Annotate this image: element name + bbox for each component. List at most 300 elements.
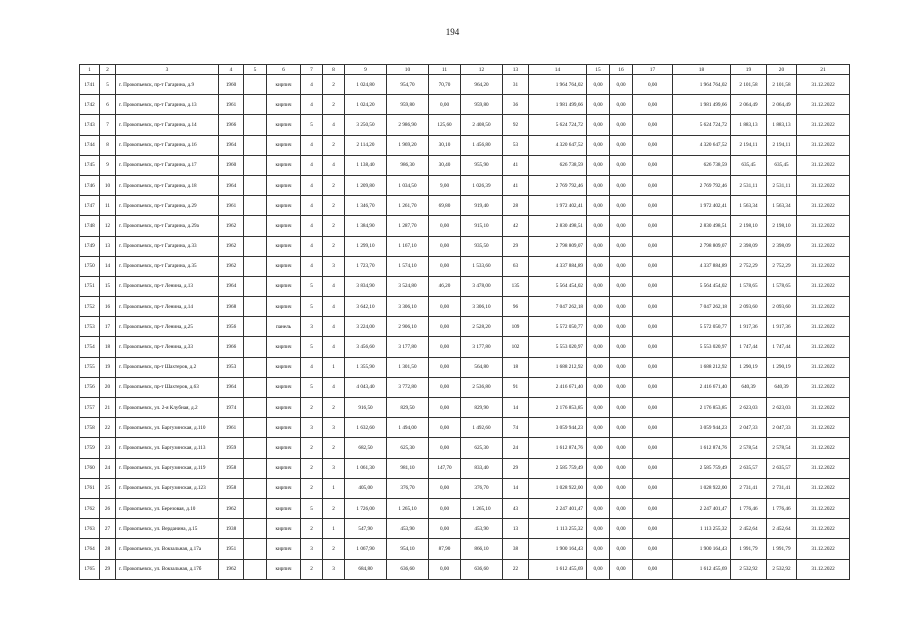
table-cell: 1 900 164,43 [673, 539, 731, 559]
table-cell: 1953 [219, 357, 244, 377]
address-cell: г. Прокопьевск, ул. Баргузинская, д.110 [116, 418, 219, 438]
table-cell: 0,00 [429, 256, 461, 276]
table-cell: 10 [100, 175, 116, 195]
table-cell: 1760 [80, 458, 100, 478]
table-cell: 0,00 [587, 196, 610, 216]
table-cell: 1 [323, 357, 345, 377]
column-header-21: 21 [797, 65, 850, 75]
table-row [80, 398, 850, 418]
table-cell: 2 830 498,51 [673, 216, 731, 236]
page-number: 194 [445, 27, 460, 37]
table-cell: 1746 [80, 175, 100, 195]
table-cell: 1757 [80, 398, 100, 418]
table-cell: 31.12.2022 [797, 398, 850, 418]
table-cell: 0,00 [587, 559, 610, 579]
table-cell: 0,00 [587, 438, 610, 458]
table-cell: 0,00 [610, 135, 633, 155]
table-cell: 0,00 [587, 377, 610, 397]
table-cell: 1 026,39 [461, 175, 503, 195]
table-cell: 1960 [219, 75, 244, 95]
table-cell: кирпич [267, 478, 301, 498]
table-cell [244, 377, 267, 397]
table-cell: 31.12.2022 [797, 337, 850, 357]
table-cell [244, 236, 267, 256]
table-cell: 2 531,11 [731, 175, 767, 195]
column-header-4: 4 [219, 65, 244, 75]
table-cell: 1958 [219, 478, 244, 498]
address-cell: г. Прокопьевск, пр-т Шахтеров, д.2 [116, 357, 219, 377]
table-cell: 0,00 [633, 317, 673, 337]
table-cell: 30,40 [429, 155, 461, 175]
table-cell: 5 624 724,72 [673, 115, 731, 135]
table-cell: 0,00 [610, 317, 633, 337]
table-cell: 1968 [219, 297, 244, 317]
table-cell: кирпич [267, 498, 301, 518]
table-cell: 0,00 [633, 297, 673, 317]
address-cell: г. Прокопьевск, пр-т Гагарина, д.29 [116, 196, 219, 216]
table-cell: 1 138,40 [345, 155, 387, 175]
table-cell: 3 772,80 [387, 377, 429, 397]
table-cell: кирпич [267, 438, 301, 458]
table-cell: 0,00 [429, 478, 461, 498]
table-cell: 2 [323, 196, 345, 216]
address-cell: г. Прокопьевск, пр-т Шахтеров, д.63 [116, 377, 219, 397]
table-cell: 866,10 [461, 539, 503, 559]
table-cell: 31.12.2022 [797, 357, 850, 377]
table-cell: 0,00 [429, 216, 461, 236]
table-cell [244, 539, 267, 559]
table-row [80, 115, 850, 135]
column-header-20: 20 [767, 65, 797, 75]
table-cell: 959,80 [387, 95, 429, 115]
table-cell: 1 688 212,92 [673, 357, 731, 377]
table-cell: 1 632,60 [345, 418, 387, 438]
table-cell: 1960 [219, 155, 244, 175]
table-cell: 14 [503, 478, 529, 498]
table-cell: 2 [323, 539, 345, 559]
table-cell: 2 452,64 [731, 519, 767, 539]
table-cell: 1 563,34 [767, 196, 797, 216]
table-cell: 2 769 792,46 [529, 175, 587, 195]
address-cell: г. Прокопьевск, пр-т Ленина, д.25 [116, 317, 219, 337]
table-cell: 27 [100, 519, 116, 539]
table-cell: 1 917,36 [767, 317, 797, 337]
table-cell: 31.12.2022 [797, 115, 850, 135]
table-cell: 0,00 [610, 236, 633, 256]
table-cell: 986,30 [387, 155, 429, 175]
table-cell: 1956 [219, 317, 244, 337]
table-cell: 5 564 454,02 [673, 276, 731, 296]
table-cell: 1 688 212,92 [529, 357, 587, 377]
table-cell: 31.12.2022 [797, 539, 850, 559]
table-cell: 2 101,58 [731, 75, 767, 95]
table-cell: 2 093,60 [767, 297, 797, 317]
address-cell: г. Прокопьевск, пр-т Гагарина, д.16 [116, 135, 219, 155]
table-cell: 18 [503, 357, 529, 377]
table-cell: 0,00 [587, 519, 610, 539]
table-cell: 2 452,64 [767, 519, 797, 539]
table-cell: 1762 [80, 498, 100, 518]
table-cell: 5 553 020,97 [673, 337, 731, 357]
table-cell: 31.12.2022 [797, 95, 850, 115]
table-cell: 0,00 [610, 256, 633, 276]
table-cell: 3 306,10 [387, 297, 429, 317]
table-cell: 0,00 [610, 478, 633, 498]
column-header-10: 10 [387, 65, 429, 75]
table-cell: 92 [503, 115, 529, 135]
table-cell: кирпич [267, 458, 301, 478]
table-cell: 1 747,44 [767, 337, 797, 357]
table-cell: 3 177,80 [461, 337, 503, 357]
table-cell: 1 034,50 [387, 175, 429, 195]
table-cell: 2 408,50 [461, 115, 503, 135]
table-cell: 1754 [80, 337, 100, 357]
table-cell: 1 612 874,76 [529, 438, 587, 458]
table-cell: кирпич [267, 398, 301, 418]
table-cell: 31.12.2022 [797, 175, 850, 195]
table-cell: 8 [100, 135, 116, 155]
table-cell: 7 [100, 115, 116, 135]
table-cell: 1741 [80, 75, 100, 95]
table-cell: 5 [301, 115, 323, 135]
table-cell: 2 752,29 [767, 256, 797, 276]
address-cell: г. Прокопьевск, пр-т Гагарина, д.33 [116, 236, 219, 256]
column-header-6: 6 [267, 65, 301, 75]
table-cell: 0,00 [429, 519, 461, 539]
table-cell: 1 883,13 [731, 115, 767, 135]
table-cell: 0,00 [587, 256, 610, 276]
table-cell: 31.12.2022 [797, 256, 850, 276]
table-cell: 4 320 647,52 [673, 135, 731, 155]
table-cell: 915,10 [461, 216, 503, 236]
address-cell: г. Прокопьевск, ул. Вокзальная, д.17а [116, 539, 219, 559]
table-cell: 1 492,60 [461, 418, 503, 438]
table-cell: 3 224,00 [345, 317, 387, 337]
table-cell: 3 [301, 539, 323, 559]
table-cell: 0,00 [610, 498, 633, 518]
table-cell: 25 [100, 478, 116, 498]
table-cell [244, 196, 267, 216]
table-cell: 0,00 [633, 115, 673, 135]
table-cell: 2 247 401,47 [673, 498, 731, 518]
table-cell: 2 528,20 [461, 317, 503, 337]
table-cell: 109 [503, 317, 529, 337]
table-cell: 3 524,80 [387, 276, 429, 296]
table-cell: кирпич [267, 196, 301, 216]
table-cell: 4 [301, 256, 323, 276]
table-cell: 0,00 [429, 438, 461, 458]
table-cell: 1749 [80, 236, 100, 256]
table-cell: 2 731,41 [767, 478, 797, 498]
table-cell: 1752 [80, 297, 100, 317]
table-cell: кирпич [267, 135, 301, 155]
table-cell: 0,00 [633, 256, 673, 276]
table-cell: 0,00 [429, 418, 461, 438]
table-cell: 41 [503, 175, 529, 195]
table-cell: 5 564 454,02 [529, 276, 587, 296]
table-cell: 636,60 [461, 559, 503, 579]
table-cell: 453,90 [461, 519, 503, 539]
table-cell: 1961 [219, 418, 244, 438]
table-cell: 1 265,10 [387, 498, 429, 518]
table-cell: 453,90 [387, 519, 429, 539]
table-cell: 0,00 [587, 95, 610, 115]
table-cell: 5 [100, 75, 116, 95]
table-cell: 2 176 853,85 [529, 398, 587, 418]
table-cell: 53 [503, 135, 529, 155]
address-cell: г. Прокопьевск, пр-т Гагарина, д.17 [116, 155, 219, 175]
table-cell: 4 337 884,89 [673, 256, 731, 276]
table-cell: 0,00 [633, 377, 673, 397]
table-cell: 4 [323, 337, 345, 357]
table-cell: 31.12.2022 [797, 297, 850, 317]
table-cell: 2 064,49 [767, 95, 797, 115]
table-cell: 0,00 [610, 196, 633, 216]
table-cell: 1751 [80, 276, 100, 296]
table-cell: 1745 [80, 155, 100, 175]
table-cell: 31.12.2022 [797, 519, 850, 539]
table-cell: 0,00 [429, 95, 461, 115]
table-cell: 2 623,03 [767, 398, 797, 418]
table-cell: 1 494,00 [387, 418, 429, 438]
table-cell: 954,10 [387, 539, 429, 559]
table-cell: 1964 [219, 276, 244, 296]
table-cell: 0,00 [610, 115, 633, 135]
table-cell: 125,60 [429, 115, 461, 135]
table-cell: 0,00 [587, 175, 610, 195]
table-cell: 31.12.2022 [797, 216, 850, 236]
table-cell: 1 209,80 [345, 175, 387, 195]
table-cell: 0,00 [587, 115, 610, 135]
table-cell: 1 612 455,69 [673, 559, 731, 579]
table-cell: 2 [323, 75, 345, 95]
table-cell: кирпич [267, 337, 301, 357]
table-cell: 1 384,90 [345, 216, 387, 236]
table-cell: 0,00 [429, 317, 461, 337]
table-row [80, 155, 850, 175]
table-cell: 13 [100, 236, 116, 256]
table-cell: 3 478,00 [461, 276, 503, 296]
table-cell: 0,00 [587, 297, 610, 317]
column-header-7: 7 [301, 65, 323, 75]
table-cell: 2 [323, 236, 345, 256]
table-cell: кирпич [267, 216, 301, 236]
table-cell: 2 769 792,46 [673, 175, 731, 195]
table-cell: 2 752,29 [731, 256, 767, 276]
table-cell: 625,30 [387, 438, 429, 458]
table-cell: 935,50 [461, 236, 503, 256]
table-cell: кирпич [267, 519, 301, 539]
table-cell: 635,45 [731, 155, 767, 175]
table-cell: 28 [100, 539, 116, 559]
table-cell: 2 531,11 [767, 175, 797, 195]
address-cell: г. Прокопьевск, ул. Вокзальная, д.17б [116, 559, 219, 579]
table-cell: 1 578,65 [731, 276, 767, 296]
table-cell: 0,00 [633, 75, 673, 95]
table-cell: 1961 [219, 95, 244, 115]
table-cell [244, 135, 267, 155]
table-cell: 2 176 853,85 [673, 398, 731, 418]
address-cell: г. Прокопьевск, ул. Баргузинская, д.123 [116, 478, 219, 498]
table-cell: 1 900 164,43 [529, 539, 587, 559]
table-cell: 1 290,19 [731, 357, 767, 377]
table-cell: 626 738,59 [673, 155, 731, 175]
table-cell: 9 [100, 155, 116, 175]
column-header-14: 14 [529, 65, 587, 75]
table-cell: 1962 [219, 256, 244, 276]
table-cell [244, 317, 267, 337]
table-cell: 0,00 [610, 95, 633, 115]
table-cell: 3 250,50 [345, 115, 387, 135]
table-cell: 1 964 764,02 [673, 75, 731, 95]
table-cell [244, 216, 267, 236]
table-cell: 0,00 [429, 337, 461, 357]
table-cell: 1958 [219, 458, 244, 478]
table-cell: 1 723,70 [345, 256, 387, 276]
table-cell: 2 064,49 [731, 95, 767, 115]
table-cell: 15 [100, 276, 116, 296]
table-cell: 3 306,10 [461, 297, 503, 317]
table-cell: 1 024,20 [345, 95, 387, 115]
address-cell: г. Прокопьевск, ул. Баргузинская, д.119 [116, 458, 219, 478]
address-cell: г. Прокопьевск, пр-т Гагарина, д.14 [116, 115, 219, 135]
table-cell: 0,00 [610, 155, 633, 175]
table-cell: 13 [503, 519, 529, 539]
table-row [80, 216, 850, 236]
table-row [80, 498, 850, 518]
address-cell: г. Прокопьевск, пр-т Гагарина, д.9 [116, 75, 219, 95]
table-cell: 376,70 [387, 478, 429, 498]
table-cell: 636,60 [387, 559, 429, 579]
table-row [80, 317, 850, 337]
table-cell: 2 798 809,07 [673, 236, 731, 256]
table-cell: 1961 [219, 196, 244, 216]
column-header-16: 16 [610, 65, 633, 75]
table-row [80, 297, 850, 317]
table-cell [244, 498, 267, 518]
table-cell: 28 [503, 196, 529, 216]
table-cell: 4 043,40 [345, 377, 387, 397]
table-cell [244, 175, 267, 195]
table-cell: 31.12.2022 [797, 236, 850, 256]
table-cell: 1759 [80, 438, 100, 458]
table-cell: 5 572 050,77 [673, 317, 731, 337]
table-cell: 70,70 [429, 75, 461, 95]
table-cell: 2 101,58 [767, 75, 797, 95]
table-cell: 29 [100, 559, 116, 579]
table-row [80, 478, 850, 498]
table-cell [244, 155, 267, 175]
table-cell: 0,00 [610, 75, 633, 95]
table-cell: 1962 [219, 236, 244, 256]
table-cell: кирпич [267, 539, 301, 559]
table-cell: 1 972 402,41 [529, 196, 587, 216]
table-cell: 102 [503, 337, 529, 357]
table-cell: 0,00 [429, 236, 461, 256]
table-cell: 22 [503, 559, 529, 579]
table-cell: 1 113 255,32 [673, 519, 731, 539]
table-cell: 1 290,19 [767, 357, 797, 377]
table-cell: 2 986,90 [387, 115, 429, 135]
housing-register-table [79, 64, 850, 580]
table-cell: 0,00 [587, 216, 610, 236]
address-cell: г. Прокопьевск, пр-т Гагарина, д.29а [116, 216, 219, 236]
table-cell: 2 798 809,07 [529, 236, 587, 256]
table-cell: 1744 [80, 135, 100, 155]
table-cell: 0,00 [610, 377, 633, 397]
table-cell: 19 [100, 357, 116, 377]
table-cell: 20 [100, 377, 116, 397]
table-cell: 0,00 [429, 357, 461, 377]
table-cell [244, 95, 267, 115]
table-cell: 2 [323, 135, 345, 155]
table-cell: 1 991,79 [767, 539, 797, 559]
table-cell [244, 337, 267, 357]
table-cell: 2 731,41 [731, 478, 767, 498]
table-cell: 23 [100, 438, 116, 458]
table-cell: кирпич [267, 297, 301, 317]
table-cell: 0,00 [610, 398, 633, 418]
table-cell: 959,80 [461, 95, 503, 115]
table-cell: 0,00 [633, 398, 673, 418]
table-cell: 3 [323, 418, 345, 438]
table-cell: 0,00 [633, 478, 673, 498]
table-cell: 87,90 [429, 539, 461, 559]
table-cell: 91 [503, 377, 529, 397]
table-cell [244, 559, 267, 579]
table-cell: 0,00 [633, 498, 673, 518]
table-cell: 6 [100, 95, 116, 115]
table-cell: 0,00 [633, 539, 673, 559]
table-cell: 0,00 [633, 519, 673, 539]
table-cell: 625,30 [461, 438, 503, 458]
table-cell: 1747 [80, 196, 100, 216]
table-cell: 1755 [80, 357, 100, 377]
table-cell: 31.12.2022 [797, 559, 850, 579]
table-cell: 12 [100, 216, 116, 236]
address-cell: г. Прокопьевск, ул. Березовая, д.10 [116, 498, 219, 518]
table-cell: 1 969,20 [387, 135, 429, 155]
table-cell: 1966 [219, 115, 244, 135]
column-header-18: 18 [673, 65, 731, 75]
table-cell: 1962 [219, 498, 244, 518]
table-cell: 2 398,09 [767, 236, 797, 256]
table-cell: 1 563,34 [731, 196, 767, 216]
table-cell: 4 [323, 276, 345, 296]
table-cell: 2 093,60 [731, 297, 767, 317]
table-cell [244, 276, 267, 296]
table-row [80, 418, 850, 438]
table-cell: 3 059 944,23 [529, 418, 587, 438]
table-cell: 1 028 922,00 [529, 478, 587, 498]
table-cell: 0,00 [610, 297, 633, 317]
table-cell [244, 256, 267, 276]
table-cell: 3 [301, 317, 323, 337]
table-cell: 31.12.2022 [797, 377, 850, 397]
table-cell: 2 536,80 [461, 377, 503, 397]
table-cell: 1765 [80, 559, 100, 579]
table-cell: 1742 [80, 95, 100, 115]
table-cell: 919,40 [461, 196, 503, 216]
table-cell: 0,00 [587, 458, 610, 478]
table-cell: 0,00 [633, 458, 673, 478]
table-cell: 1 [323, 478, 345, 498]
table-cell: кирпич [267, 115, 301, 135]
table-cell: 29 [503, 236, 529, 256]
table-row [80, 377, 850, 397]
table-cell: кирпич [267, 95, 301, 115]
table-cell: 5 624 724,72 [529, 115, 587, 135]
